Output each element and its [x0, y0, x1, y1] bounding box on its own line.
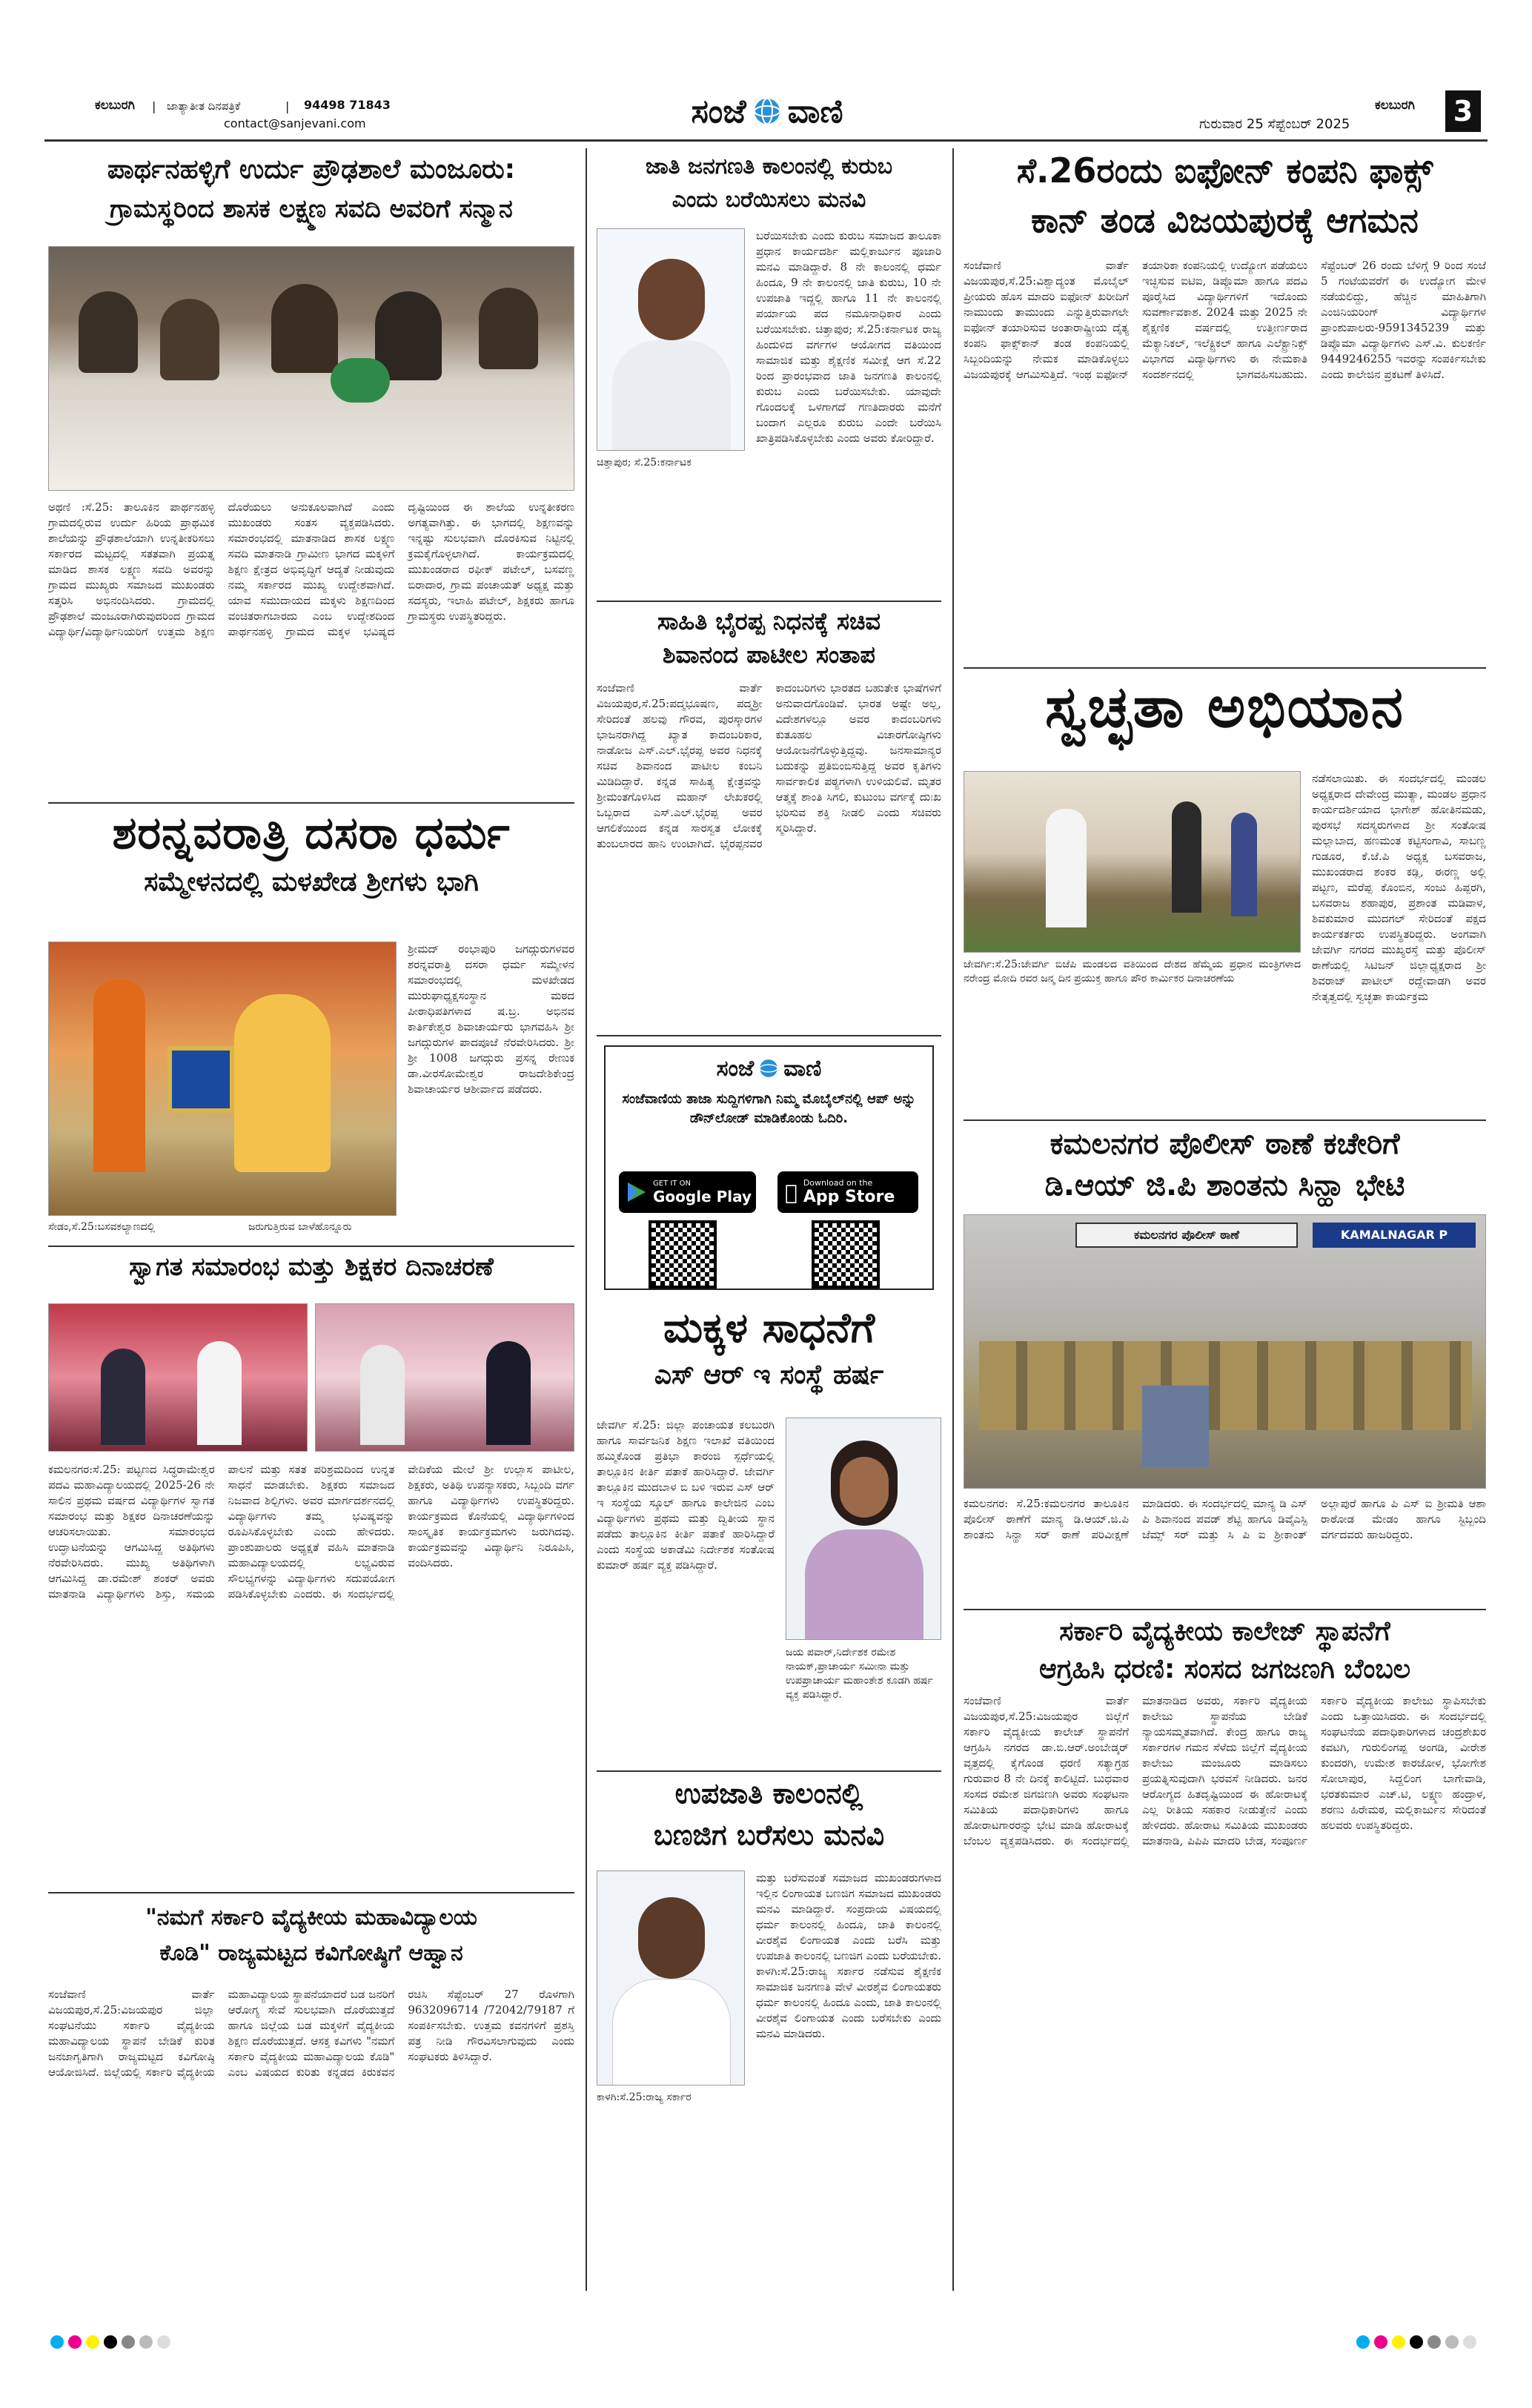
section-rule	[597, 1035, 941, 1036]
headline-line-1: ಕಮಲನಗರ ಪೊಲೀಸ್ ಠಾಣೆ ಕಚೇರಿಗೆ	[1049, 1127, 1400, 1161]
photo-caption-right: ಜರುಗುತ್ತಿರುವ ಬಾಳೆಹೊನ್ನೂರು	[248, 1221, 352, 1233]
masthead-city-left: ಕಲಬುರಗಿ	[95, 98, 135, 113]
headline-line-1: ಮಕ್ಕಳ ಸಾಧನೆಗೆ	[663, 1304, 875, 1352]
app-store-small-text: Download on the	[791, 1178, 860, 1188]
photo-felicitation	[48, 246, 574, 491]
article-body: ಜೇವರ್ಗಿ ಸೆ.25: ಜಿಲ್ಲಾ ಪಂಚಾಯತ ಕಲಬುರಗಿ ಹಾಗೂ ಸಾರ್ವಜನಿಕ ಶಿಕ್ಷಣ ಇಲಾಖೆ ವತಿಯಿಂದ ಹಮ್ಮಿಕೊಂಡ ಪ್ರತಿಭಾ ಕಾರಂಜಿ ಸ್ಪರ್ಧೆಯಲ್ಲಿ ತಾಲ್ಲೂಕಿನ ಕೀರ್ತಿ ಪತಾಕೆ ಹಾರಿಸಿದ್ದಾರೆ. ಜೇವರ್ಗಿ ತಾಲ್ಲೂಕಿನ ಮುದಬಾಳ ಬಿ ಬಳಿ ಇರುವ ಎಸ್ ಆರ್ ಇ ಸಂಸ್ಥೆಯ ಸ್ಕೂಲ್ ಹಾಗೂ ಕಾಲೇಜಿನ ಎಂಬ ವಿದ್ಯಾರ್ಥಿಗಳು ಪ್ರಥಮ ಮತ್ತು ದ್ವಿತೀಯ ಸ್ಥಾನ ಪಡೆದು ತಾಲ್ಲೂಕಿನ ಕೀರ್ತಿ ಪತಾಕೆ ಹಾರಿಸಿದ್ದಾರೆ ಎಂದು ಸಂಸ್ಥೆಯ ಅಕಾಡೆಮಿ ನಿರ್ದೇಶಕ ಸಂತೋಷ ಕುಮಾರ್ ಹರ್ಷ ವ್ಯಕ್ತ ಪಡಿಸಿದ್ದಾರೆ.	[597, 1418, 775, 1572]
photo-cleanliness-drive	[964, 771, 1301, 953]
headline-line-1: ಸಾಹಿತಿ ಭೈರಪ್ಪ ನಿಧನಕ್ಕೆ ಸಚಿವ	[657, 607, 881, 635]
article-sharannavaratri	[48, 808, 574, 1238]
app-store-big-text: App Store	[791, 1188, 883, 1206]
globe-icon	[758, 1058, 779, 1079]
masthead-logo[interactable]	[645, 87, 889, 135]
portrait-kuruba-leader	[597, 228, 745, 451]
headline: ಸ್ವಚ್ಛತಾ ಅಭಿಯಾನ	[1045, 674, 1405, 741]
headline-line-1: "ನಮಗೆ ಸರ್ಕಾರಿ ವೈದ್ಯಕೀಯ ಮಹಾವಿದ್ಯಾಲಯ	[145, 1905, 477, 1931]
qr-code-android[interactable]	[649, 1220, 717, 1289]
article-body: ಸಂಜೆವಾಣಿ ವಾರ್ತೆ ವಿಜಯಪುರ,ಸೆ.25:ಪದ್ಮಭೂಷಣ, ಪದ್ಮಶ್ರೀ ಸೇರಿದಂತೆ ಹಲವು ಗೌರವ, ಪುರಸ್ಕಾರಗಳ ಭಾಜನರಾಗಿದ್ದ ಖ್ಯಾತ ಕಾದಂಬರಿಕಾರ, ನಾಡೋಜ ಎಸ್.ಎಲ್.ಭೈರಪ್ಪ ಅವರ ನಿಧನಕ್ಕೆ ಸಚಿವ ಶಿವಾನಂದ ಪಾಟೀಲ ಕಂಬನಿ ಮಿಡಿದಿದ್ದಾರೆ. ಕನ್ನಡ ಸಾಹಿತ್ಯ ಕ್ಷೇತ್ರವನ್ನು ಶ್ರೀಮಂತಗೊಳಿಸಿದ ಮಹಾನ್ ಲೇಖಕರಲ್ಲಿ ಒಬ್ಬರಾದ ಎಸ್.ಎಲ್.ಭೈರಪ್ಪ ಅವರ ಆಗಲಿಕೆಯಿಂದ ಕನ್ನಡ ಸಾರಸ್ವತ ಲೋಕಕ್ಕೆ ತುಂಬಲಾರದ ಹಾನಿ ಉಂಟಾಗಿದೆ. ಭೈರಪ್ಪನವರ ಕಾದಂಬರಿಗಳು ಭಾರತದ ಬಹುತೇಕ ಭಾಷೆಗಳಿಗೆ ಅನುವಾದಗೊಂಡಿವೆ. ಭಾರತ ಅಷ್ಟೇ ಅಲ್ಲ, ವಿದೇಶಗಳಲ್ಲೂ ಅವರ ಕಾದಂಬರಿಗಳು ಕುತೂಹಲ ವಿಚಾರಗೋಷ್ಠಿಗಳು ಆಯೋಜನೆಗೊಳ್ಳುತ್ತಿದ್ದವು. ಜನಸಾಮಾನ್ಯರ ಬದುಕನ್ನು ಪ್ರತಿಬಿಂಬಿಸುತ್ತಿದ್ದ ಅವರ ಕೃತಿಗಳು ಸಾರ್ವಕಾಲಿಕ ಪಠ್ಯಗಳಾಗಿ ಉಳಿಯಲಿವೆ. ಮೃತರ ಆತ್ಮಕ್ಕೆ ಶಾಂತಿ ಸಿಗಲಿ, ಕುಟುಂಬ ವರ್ಗಕ್ಕೆ ದುಃಖ ಭರಿಸುವ ಶಕ್ತಿ ನೀಡಲಿ ಎಂದು ಸಚಿವರು ಸ್ಮರಿಸಿದ್ದಾರೆ.	[597, 681, 941, 850]
photo-stage-right	[315, 1303, 574, 1452]
article-caste-census-kuruba	[597, 148, 941, 593]
headline-line-1: ಶರನ್ನವರಾತ್ರಿ ದಸರಾ ಧರ್ಮ	[112, 807, 511, 859]
masthead-email[interactable]: contact@sanjevani.com	[224, 116, 366, 130]
section-rule	[48, 1246, 574, 1247]
ad-logo-right: ವಾಣಿ	[783, 1055, 822, 1082]
photo-caption: ಕಾಳಗಿ:ಸೆ.25:ರಾಜ್ಯ ಸರ್ಕಾರ	[597, 2091, 692, 2103]
section-rule	[48, 1892, 574, 1893]
masthead-divider-2: |	[285, 99, 290, 113]
qr-code-ios[interactable]	[812, 1220, 880, 1289]
headline-line-1: ಸೆ.26ರಂದು ಐಫೋನ್ ಕಂಪನಿ ಫಾಕ್ಸ್	[1016, 150, 1433, 191]
photo-swamiji	[48, 942, 397, 1216]
headline-line-1: ಪಾರ್ಥನಹಳ್ಳಿಗೆ ಉರ್ದು ಪ್ರೌಢಶಾಲೆ ಮಂಜೂರು:	[107, 154, 516, 185]
headline-line-2: ಎಸ್ ಆರ್ ಇ ಸಂಸ್ಥೆ ಹರ್ಷ	[654, 1360, 884, 1391]
photo-police-station	[964, 1214, 1486, 1489]
ad-text: ಸಂಜೆವಾಣಿಯ ತಾಜಾ ಸುದ್ದಿಗಳಿಗಾಗಿ ನಿಮ್ಮ ಮೊಬೈಲ್‌ನಲ್ಲಿ ಆಪ್ ಅನ್ನು ಡೌನ್‌ಲೋಡ್ ಮಾಡಿಕೊಂಡು ಓದಿರಿ.	[622, 1091, 916, 1126]
logo-text-left: ಸಂಜೆ	[691, 92, 746, 130]
article-parthanahalli	[48, 148, 574, 793]
section-rule	[597, 601, 941, 602]
station-sign-english: KAMALNAGAR P	[1313, 1223, 1476, 1248]
section-rule	[964, 1609, 1486, 1610]
section-rule	[597, 1770, 941, 1772]
article-body: ಸಂಜೆವಾಣಿ ವಾರ್ತೆ ವಿಜಯಪುರ,ಸೆ.25:ವಿಜಯಪುರ ಜಿಲ್ಲೆಗೆ ಸರ್ಕಾರಿ ವೈದ್ಯಕೀಯ ಕಾಲೇಜ್ ಸ್ಥಾಪನೆಗೆ ಆಗ್ರಹಿಸಿ ನಗರದ ಡಾ.ಬಿ.ಆರ್.ಅಂಬೇಡ್ಕರ್ ವೃತ್ತದಲ್ಲಿ ಕೈಗೊಂಡ ಧರಣಿ ಸತ್ಯಾಗ್ರಹ ಗುರುವಾರ 8 ನೇ ದಿನಕ್ಕೆ ಕಾಲಿಟ್ಟಿದೆ. ಬುಧವಾರ ಸಂಸದ ರಮೇಶ ಜಿಗಜಿಣಗಿ ಅವರು ಸಂಘಟನಾ ಸಮಿತಿಯ ಪದಾಧಿಕಾರಿಗಳು ಹಾಗೂ ಹೋರಾಟಗಾರರನ್ನು ಭೇಟಿ ಮಾಡಿ ಹೋರಾಟಕ್ಕೆ ಬೆಂಬಲ ವ್ಯಕ್ತಪಡಿಸಿದರು. ಈ ಸಂದರ್ಭದಲ್ಲಿ ಮಾತನಾಡಿದ ಅವರು, ಸರ್ಕಾರಿ ವೈದ್ಯಕೀಯ ಕಾಲೇಜು ಸ್ಥಾಪನೆಯ ಬೇಡಿಕೆ ನ್ಯಾಯಸಮ್ಮತವಾಗಿದೆ. ಕೇಂದ್ರ ಹಾಗೂ ರಾಜ್ಯ ಸರ್ಕಾರಗಳ ಗಮನ ಸೆಳೆದು ಜಿಲ್ಲೆಗೆ ವೈದ್ಯಕೀಯ ಕಾಲೇಜು ಮಂಜೂರು ಮಾಡಿಸಲು ಪ್ರಯತ್ನಿಸುವುದಾಗಿ ಭರವಸೆ ನೀಡಿದರು. ಜನರ ಆರೋಗ್ಯದ ಹಿತದೃಷ್ಟಿಯಿಂದ ಈ ಹೋರಾಟಕ್ಕೆ ಎಲ್ಲ ರೀತಿಯ ಸಹಕಾರ ನೀಡುತ್ತೇನೆ ಎಂದು ಹೇಳಿದರು. ಹೋರಾಟ ಸಮಿತಿಯ ಮುಖಂಡರು ಮಾತನಾಡಿ, ಪಿಪಿಪಿ ಮಾದರಿ ಬೇಡ, ಸಂಪೂರ್ಣ ಸರ್ಕಾರಿ ವೈದ್ಯಕೀಯ ಕಾಲೇಜು ಸ್ಥಾಪಿಸಬೇಕು ಎಂದು ಒತ್ತಾಯಿಸಿದರು. ಈ ಸಂದರ್ಭದಲ್ಲಿ ಸಂಘಟನೆಯ ಪದಾಧಿಕಾರಿಗಳಾದ ಚಂದ್ರಶೇಖರ ಕವಟಗಿ, ಗುರುಲಿಂಗಪ್ಪ ಅಂಗಡಿ, ವೀರೇಶ ಕುಂದರಗಿ, ಉಮೇಶ ಕಾರಜೋಳ, ಭೋಗೇಶ ಸೋಲಾಪುರ, ಸಿದ್ದಲಿಂಗ ಬಾಗೇವಾಡಿ, ಭರತಕುಮಾರ ಎಚ್.ಟಿ, ಲಕ್ಷ್ಮಣ ಹಂದ್ರಾಳ, ಶರಣು ಹಿರೇಮಠ, ಮಲ್ಲಿಕಾರ್ಜುನ ಸೇರಿದಂತೆ ಹಲವರು ಉಪಸ್ಥಿತರಿದ್ದರು.	[964, 1694, 1486, 1848]
app-store-badge[interactable]	[777, 1171, 918, 1213]
color-registration-right	[1356, 2335, 1476, 2349]
article-body: ಬರೆಯಿಸಬೇಕು ಎಂದು ಕುರುಬ ಸಮಾಜದ ತಾಲೂಕಾ ಪ್ರಧಾನ ಕಾರ್ಯದರ್ಶಿ ಮಲ್ಲಿಕಾರ್ಜುನ ಪೂಜಾರಿ ಮನವಿ ಮಾಡಿದ್ದಾರೆ. 8 ನೇ ಕಾಲಂನಲ್ಲಿ ಧರ್ಮ ಹಿಂದೂ, 9 ನೇ ಕಾಲಂನಲ್ಲಿ ಜಾತಿ ಕುರುಬ, 10 ನೇ ಉಪಜಾತಿ ಇದ್ದಲ್ಲಿ ಹಾಗೂ 11 ನೇ ಕಾಲಂನಲ್ಲಿ ಪರ್ಯಾಯ ಪದ ನಮೂನಾಧಿಕಾರ ಎಂದು ಬರೆಯಿಸಬೇಕು. ಚಿತ್ತಾಪುರ; ಸೆ.25:ಕರ್ನಾಟಕ ರಾಜ್ಯ ಹಿಂದುಳಿದ ವರ್ಗಗಳ ಆಯೋಗದ ವತಿಯಿಂದ ಸಾಮಾಜಿಕ ಮತ್ತು ಶೈಕ್ಷಣಿಕ ಸಮೀಕ್ಷೆ ಆಗ ಸೆ.22 ರಿಂದ ಪ್ರಾರಂಭವಾದ ಜಾತಿ ಜನಗಣತಿ ಕಾಲಂನಲ್ಲಿ ಕುರುಬ ಎಂದು ಬರೆಯಿಸಬೇಕು. ಯಾವುದೇ ಗೊಂದಲಕ್ಕೆ ಒಳಗಾಗದೆ ಗಣತಿದಾರರು ಮನೆಗೆ ಬಂದಾಗ ಎಲ್ಲರೂ ಕುರುಬ ಎಂದೇ ಬರೆಯಿಸಿ ಖಾತ್ರಿಪಡಿಸಿಕೊಳ್ಳಬೇಕು ಎಂದು ಅವರು ಕೋರಿದ್ದಾರೆ.	[756, 229, 941, 445]
play-store-icon	[626, 1181, 647, 1203]
article-body: ಸಂಜೆವಾಣಿ ವಾರ್ತೆ ವಿಜಯಪುರ,ಸೆ.25:ವಿಶ್ವಾದ್ಯಂತ ಮೊಬೈಲ್ ಪ್ರೀಯರು ಹೊಸ ಮಾದರಿ ಐಫೋನ್ ಖರೀದಿಗೆ ನಾಮುಂದು ತಾಮುಂದು ಎನ್ನುತ್ತಿರುವಾಗಲೇ ಐಫೋನ್ ತಯಾರಿಸುವ ಅಂತಾರಾಷ್ಟ್ರೀಯ ದೈತ್ಯ ಕಂಪನಿ ಫಾಕ್ಸ್‌ಕಾನ್ ತಂಡ ಕಂಪನಿಯಲ್ಲಿ ಸಿಬ್ಬಂದಿಯನ್ನು ನೇಮಕ ಮಾಡಿಕೊಳ್ಳಲು ವಿಜಯಪುರಕ್ಕೆ ಆಗಮಿಸುತ್ತಿದೆ. ಇಂಥ ಐಫೋನ್ ತಯಾರಿಕಾ ಕಂಪನಿಯಲ್ಲಿ ಉದ್ಯೋಗ ಪಡೆಯಲು ಇಚ್ಛಿಸುವ ಐಟಿಐ, ಡಿಪ್ಲೊಮಾ ಹಾಗೂ ಪದವಿ ಪೂರೈಸಿದ ವಿದ್ಯಾರ್ಥಿಗಳಿಗೆ ಇದೊಂದು ಸುವರ್ಣಾವಕಾಶ. 2024 ಮತ್ತು 2025 ನೇ ಶೈಕ್ಷಣಿಕ ವರ್ಷದಲ್ಲಿ ಉತ್ತೀರ್ಣರಾದ ಮೆಕ್ಯಾನಿಕಲ್, ಇಲೆಕ್ಟ್ರಿಕಲ್ ಹಾಗೂ ಎಲೆಕ್ಟ್ರಾನಿಕ್ಸ್ ವಿಭಾಗದ ವಿದ್ಯಾರ್ಥಿಗಳು ಈ ನೇಮಕಾತಿ ಸಂದರ್ಶನದಲ್ಲಿ ಭಾಗವಹಿಸಬಹುದು. ಸೆಪ್ಟೆಂಬರ್ 26 ರಂದು ಬೆಳಿಗ್ಗೆ 9 ರಿಂದ ಸಂಜೆ 5 ಗಂಟೆಯವರೆಗೆ ಈ ಉದ್ಯೋಗ ಮೇಳ ನಡೆಯಲಿದ್ದು, ಹೆಚ್ಚಿನ ಮಾಹಿತಿಗಾಗಿ ಎಂಜಿನಿಯರಿಂಗ್ ವಿದ್ಯಾರ್ಥಿಗಳ ಪ್ರಾಂಶುಪಾಲರು-9591345239 ಮತ್ತು ಡಿಪ್ಲೊಮಾ ವಿದ್ಯಾರ್ಥಿಗಳು ಎಸ್.ವಿ. ಕುಲಕರ್ಣಿ 9449246255 ಇವರನ್ನು ಸಂಪರ್ಕಿಸಬೇಕು ಎಂದು ಕಾಲೇಜಿನ ಪ್ರಕಟಣೆ ತಿಳಿಸಿದೆ.	[964, 259, 1486, 381]
headline-line-2: ಎಂದು ಬರೆಯಿಸಲು ಮನವಿ	[672, 186, 866, 213]
headline-line-2: ಡಿ.ಆಯ್ ಜಿ.ಪಿ ಶಾಂತನು ಸಿನ್ಹಾ ಭೇಟಿ	[1044, 1168, 1405, 1203]
article-swagata	[48, 1253, 574, 2209]
article-body: ಶ್ರೀಮದ್ ರಂಭಾಪುರಿ ಜಗದ್ಗುರುಗಳವರ ಶರನ್ನವರಾತ್ರಿ ದಸರಾ ಧರ್ಮ ಸಮ್ಮೇಳನ ಸಮಾರಂಭದಲ್ಲಿ ಮಳಖೇಡದ ಮುರುಘಾಧ್ಯಕ್ಷಸಂಸ್ಥಾನ ಮಠದ ಪೀಠಾಧಿಪತಿಗಳಾದ ಷ.ಬ್ರ. ಅಭಿನವ ಕಾರ್ತಿಕೇಶ್ವರ ಶಿವಾಚಾರ್ಯರು ಭಾಗವಹಿಸಿ ಶ್ರೀ ಜಗದ್ಗುರುಗಳ ಪಾದಪೂಜೆ ನೆರವೇರಿಸಿದರು. ಶ್ರೀ ಶ್ರೀ 1008 ಜಗದ್ಗುರು ಪ್ರಸನ್ನ ರೇಣುಕ ಡಾ.ವೀರಸೋಮೇಶ್ವರ ರಾಜದೇಶಿಕೇಂದ್ರ ಶಿವಾಚಾರ್ಯರ ಆಶೀರ್ವಾದ ಪಡೆದರು.	[408, 942, 574, 1096]
headline-line-2: ಕೊಡಿ" ರಾಜ್ಯಮಟ್ಟದ ಕವಿಗೋಷ್ಠಿಗೆ ಆಹ್ವಾನ	[159, 1940, 463, 1966]
photo-caption-left: ಸೇಡಂ,ಸೆ.25:ಬಸವಕಲ್ಯಾಣದಲ್ಲಿ	[48, 1221, 156, 1233]
google-play-big-text: Google Play	[653, 1187, 752, 1205]
article-body: ಕಮಲನಗರ:ಸೆ.25: ಪಟ್ಟಣದ ಸಿದ್ಧರಾಮೇಶ್ವರ ಪದವಿ ಮಹಾವಿದ್ಯಾಲಯದಲ್ಲಿ 2025-26 ನೇ ಸಾಲಿನ ಪ್ರಥಮ ವರ್ಷದ ವಿದ್ಯಾರ್ಥಿಗಳ ಸ್ವಾಗತ ಸಮಾರಂಭ ಮತ್ತು ಶಿಕ್ಷಕರ ದಿನಾಚರಣೆಯನ್ನು ಆಚರಿಸಲಾಯಿತು. ಸಮಾರಂಭದ ಉದ್ಘಾಟನೆಯನ್ನು ಆಗಮಿಸಿದ್ದ ಅತಿಥಿಗಳು ನೆರವೇರಿಸಿದರು. ಮುಖ್ಯ ಅತಿಥಿಗಳಾಗಿ ಆಗಮಿಸಿದ್ದ ಡಾ.ರಮೇಶ್ ಶಂಕರ್ ಅವರು ಮಾತನಾಡಿ ವಿದ್ಯಾರ್ಥಿಗಳು ಶಿಸ್ತು, ಸಮಯ ಪಾಲನೆ ಮತ್ತು ಸತತ ಪರಿಶ್ರಮದಿಂದ ಉನ್ನತ ಸಾಧನೆ ಮಾಡಬೇಕು. ಶಿಕ್ಷಕರು ಸಮಾಜದ ನಿಜವಾದ ಶಿಲ್ಪಿಗಳು. ಅವರ ಮಾರ್ಗದರ್ಶನದಲ್ಲಿ ವಿದ್ಯಾರ್ಥಿಗಳು ತಮ್ಮ ಭವಿಷ್ಯವನ್ನು ರೂಪಿಸಿಕೊಳ್ಳಬೇಕು ಎಂದು ಹೇಳಿದರು. ಪ್ರಾಂಶುಪಾಲರು ಅಧ್ಯಕ್ಷತೆ ವಹಿಸಿ ಮಾತನಾಡಿ ಮಹಾವಿದ್ಯಾಲಯದಲ್ಲಿ ಲಭ್ಯವಿರುವ ಸೌಲಭ್ಯಗಳನ್ನು ವಿದ್ಯಾರ್ಥಿಗಳು ಸದುಪಯೋಗ ಪಡಿಸಿಕೊಳ್ಳಬೇಕು ಎಂದರು. ಈ ಸಂದರ್ಭದಲ್ಲಿ ವೇದಿಕೆಯ ಮೇಲೆ ಶ್ರೀ ಉಲ್ಲಾಸ ಪಾಟೀಲ, ಶಿಕ್ಷಕರು, ಅತಿಥಿ ಉಪನ್ಯಾಸಕರು, ಸಿಬ್ಬಂದಿ ವರ್ಗ ಹಾಗೂ ವಿದ್ಯಾರ್ಥಿಗಳು ಉಪಸ್ಥಿತರಿದ್ದರು. ಕಾರ್ಯಕ್ರಮದ ಕೊನೆಯಲ್ಲಿ ವಿದ್ಯಾರ್ಥಿಗಳಿಂದ ಸಾಂಸ್ಕೃತಿಕ ಕಾರ್ಯಕ್ರಮಗಳು ಜರುಗಿದವು. ಕಾರ್ಯಕ್ರಮವನ್ನು ವಿದ್ಯಾರ್ಥಿನಿ ನಿರೂಪಿಸಿ, ವಂದಿಸಿದರು.	[48, 1463, 574, 1601]
photo-stage-left	[48, 1303, 308, 1452]
headline-line-1: ಸರ್ಕಾರಿ ವೈದ್ಯಕೀಯ ಕಾಲೇಜ್ ಸ್ಥಾಪನೆಗೆ	[1059, 1616, 1390, 1647]
masthead-tagline: ಜಾತ್ಯಾತೀತ ದಿನಪತ್ರಿಕೆ	[167, 99, 241, 113]
article-upajati	[597, 1778, 941, 2237]
ad-logo	[606, 1047, 932, 1090]
article-foxconn	[964, 148, 1486, 660]
photo-caption: ಜೇವರ್ಗಿ:ಸೆ.25:ಜೇವರ್ಗಿ ಬಿಜೆಪಿ ಮಂಡಲದ ವತಿಯಿಂದ ದೇಶದ ಹೆಮ್ಮೆಯ ಪ್ರಧಾನ ಮಂತ್ರಿಗಳಾದ ನರೇಂದ್ರ ಮೋದಿ ರವರ ಜನ್ಮ ದಿನ ಪ್ರಯುಕ್ತ ಹಾಗೂ ಪೌರ ಕಾರ್ಮಿಕರ ದಿನಾಚರಣೆಯ	[964, 959, 1301, 985]
article-bhyrappa	[597, 608, 941, 1031]
globe-icon	[752, 96, 782, 126]
color-registration-left	[50, 2335, 170, 2349]
section-rule	[964, 667, 1486, 669]
app-download-ad[interactable]	[604, 1045, 934, 1290]
photo-caption: ಚಿತ್ತಾಪುರ; ಸೆ.25:ಕರ್ನಾಟಕ	[597, 457, 692, 469]
portrait-banajiga-leader	[597, 1870, 745, 2086]
masthead-date: ಗುರುವಾರ 25 ಸೆಪ್ಟೆಂಬರ್ 2025	[1199, 116, 1350, 132]
article-swachhata	[964, 675, 1486, 1119]
headline-line-2: ಕಾನ್ ತಂಡ ವಿಜಯಪುರಕ್ಕೆ ಆಗಮನ	[1031, 199, 1419, 240]
masthead-rule	[44, 139, 1488, 142]
article-body: ಮತ್ತು ಬರೆಸುವಂತೆ ಸಮಾಜದ ಮುಖಂಡರುಗಳಾದ ಇಲ್ಲಿನ ಲಿಂಗಾಯತ ಬಣಜಿಗ ಸಮಾಜದ ಮುಖಂಡರು ಮನವಿ ಮಾಡಿದ್ದಾರೆ. ಸಂಪ್ರದಾಯ ವಿಷಯದಲ್ಲಿ ಧರ್ಮ ಕಾಲಂನಲ್ಲಿ ಹಿಂದೂ, ಜಾತಿ ಕಾಲಂನಲ್ಲಿ ವೀರಶೈವ ಲಿಂಗಾಯತ ಎಂದು ಬರೆಸಿ ಮತ್ತು ಉಪಜಾತಿ ಕಾಲಂನಲ್ಲಿ ಬಣಜಿಗ ಎಂದು ಬರೆಯಬೇಕು. ಕಾಳಗಿ:ಸೆ.25:ರಾಜ್ಯ ಸರ್ಕಾರ ನಡೆಸುವ ಶೈಕ್ಷಣಿಕ ಸಾಮಾಜಿಕ ಜನಗಣತಿ ವೇಳೆ ವೀರಶೈವ ಲಿಂಗಾಯತರು ಧರ್ಮ ಕಾಲಂನಲ್ಲಿ ಹಿಂದೂ ಎಂದು, ಜಾತಿ ಕಾಲಂನಲ್ಲಿ ವೀರಶೈವ ಲಿಂಗಾಯತ ಎಂದು ಬರೆಸಬೇಕು ಎಂದು ಮನವಿ ಮಾಡಿದರು.	[756, 1871, 941, 2040]
article-kamalanagar-police	[964, 1127, 1486, 1601]
article-body: ಕಮಲನಗರ: ಸೆ.25:ಕಮಲನಗರ ತಾಲೂಕಿನ ಪೊಲೀಸ್ ಠಾಣೆಗೆ ಮಾನ್ಯ ಡಿ.ಆಯ್.ಜಿ.ಪಿ ಶಾಂತನು ಸಿನ್ಹಾ ಸರ್ ಠಾಣೆ ಪರಿವೀಕ್ಷಣೆ ಮಾಡಿದರು. ಈ ಸಂದರ್ಭದಲ್ಲಿ ಮಾನ್ಯ ಡಿ ಎಸ್ ಪಿ ಶಿವಾನಂದ ಪವಡ್ ಶೆಟ್ಟಿ ಹಾಗೂ ಡಿವೈಎಸ್ಪಿ ಜೆಮ್ಸ್ ಸರ್ ಮತ್ತು ಸಿ ಪಿ ಐ ಶ್ರೀಕಾಂತ್ ಅಲ್ಲಾಪುರೆ ಹಾಗೂ ಪಿ ಎಸ್ ಐ ಶ್ರೀಮತಿ ಆಶಾ ರಾಠೋಡ ಮೇಡಂ ಹಾಗೂ ಸ್ಟಿಬ್ಬಂದಿ ವರ್ಗದವರು ಹಾಜರಿದ್ದರು.	[964, 1497, 1486, 1541]
headline-line-1: ಜಾತಿ ಜನಗಣತಿ ಕಾಲಂನಲ್ಲಿ ಕುರುಬ	[645, 153, 893, 179]
headline-line-2: ಗ್ರಾಮಸ್ಥರಿಂದ ಶಾಸಕ ಲಕ್ಷ್ಮಣ ಸವದಿ ಅವರಿಗೆ ಸನ್ಮಾನ	[110, 194, 513, 225]
masthead-divider: |	[152, 99, 156, 113]
apple-icon	[785, 1180, 797, 1205]
article-medical-college-protest	[964, 1616, 1486, 2283]
headline-line-2: ಸಮ್ಮೇಳನದಲ್ಲಿ ಮಳಖೇಡ ಶ್ರೀಗಳು ಭಾಗಿ	[144, 867, 479, 897]
portrait-student	[786, 1418, 941, 1640]
column-rule-1	[586, 148, 587, 2291]
article-body: ಅಥಣಿ :ಸೆ.25: ತಾಲೂಕಿನ ಪಾರ್ಥನಹಳ್ಳಿ ಗ್ರಾಮದಲ್ಲಿರುವ ಉರ್ದು ಹಿರಿಯ ಪ್ರಾಥಮಿಕ ಶಾಲೆಯನ್ನು ಪ್ರೌಢಶಾಲೆಯಾಗಿ ಉನ್ನತೀಕರಿಸಲು ಸರ್ಕಾರದ ಮಟ್ಟದಲ್ಲಿ ಸತತವಾಗಿ ಪ್ರಯತ್ನ ಮಾಡಿದ ಶಾಸಕ ಲಕ್ಷ್ಮಣ ಸವದಿ ಅವರನ್ನು ಗ್ರಾಮದ ಮುಖ್ಯರು ಸಮಾಜದ ಮುಖಂಡರು ಸತ್ಕರಿಸಿ ಅಭಿನಂದಿಸಿದರು. ಗ್ರಾಮದಲ್ಲಿ ಪ್ರೌಢಶಾಲೆ ಮಂಜೂರಾಗಿರುವುದರಿಂದ ಗ್ರಾಮದ ವಿದ್ಯಾರ್ಥಿ/ವಿದ್ಯಾರ್ಥಿನಿಯರಿಗೆ ಉತ್ತಮ ಶಿಕ್ಷಣ ದೊರೆಯಲು ಅನುಕೂಲವಾಗಿದೆ ಎಂದು ಮುಖಂಡರು ಸಂತಸ ವ್ಯಕ್ತಪಡಿಸಿದರು. ಸಮಾರಂಭದಲ್ಲಿ ಮಾತನಾಡಿದ ಶಾಸಕ ಲಕ್ಷ್ಮಣ ಸವದಿ ಮಾತನಾಡಿ ಗ್ರಾಮೀಣ ಭಾಗದ ಮಕ್ಕಳಿಗೆ ಶಿಕ್ಷಣ ಕ್ಷೇತ್ರದ ಅಭಿವೃದ್ಧಿಗೆ ಆದ್ಯತೆ ನೀಡುವುದು ನಮ್ಮ ಸರ್ಕಾರದ ಮುಖ್ಯ ಉದ್ದೇಶವಾಗಿದೆ. ಯಾವ ಸಮುದಾಯದ ಮಕ್ಕಳು ಶಿಕ್ಷಣದಿಂದ ವಂಚಿತರಾಗಬಾರದು ಎಂಬ ಉದ್ದೇಶದಿಂದ ಪಾರ್ಥನಹಳ್ಳಿ ಗ್ರಾಮದ ಮಕ್ಕಳ ಭವಿಷ್ಯದ ದೃಷ್ಟಿಯಿಂದ ಈ ಶಾಲೆಯ ಉನ್ನತೀಕರಣ ಅಗತ್ಯವಾಗಿತ್ತು. ಈ ಭಾಗದಲ್ಲಿ ಶಿಕ್ಷಣವನ್ನು ಇನ್ನಷ್ಟು ಸುಲಭವಾಗಿ ದೊರಕಿಸುವ ನಿಟ್ಟಿನಲ್ಲಿ ಕ್ರಮಕೈಗೊಳ್ಳಲಾಗಿದೆ. ಕಾರ್ಯಕ್ರಮದಲ್ಲಿ ಮುಖಂಡರಾದ ರಫೀಕ್ ಪಟೇಲ್, ಬಸವಣ್ಣ ಬಿರಾದಾರ, ಗ್ರಾಮ ಪಂಚಾಯತ್ ಅಧ್ಯಕ್ಷ ಮತ್ತು ಸದಸ್ಯರು, ಇಲಾಹಿ ಪಟೇಲ್, ಶಿಕ್ಷಕರು ಹಾಗೂ ಗ್ರಾಮಸ್ಥರು ಉಪಸ್ಥಿತರಿದ್ದರು.	[48, 500, 574, 638]
headline-line-2: ಶಿವಾನಂದ ಪಾಟೀಲ ಸಂತಾಪ	[663, 640, 875, 669]
google-play-badge[interactable]	[619, 1171, 756, 1213]
article-sr-school	[597, 1305, 941, 1764]
masthead	[0, 0, 1532, 141]
article-body-kavigoshti: ಸಂಜೆವಾಣಿ ವಾರ್ತೆ ವಿಜಯಪುರ,ಸೆ.25:ವಿಜಯಪುರ ಜಿಲ್ಲಾ ಸಂಘಟನೆಯು ಸರ್ಕಾರಿ ವೈದ್ಯಕೀಯ ಮಹಾವಿದ್ಯಾಲಯ ಸ್ಥಾಪನೆ ಬೇಡಿಕೆ ಕುರಿತ ಜನಜಾಗೃತಿಗಾಗಿ ರಾಜ್ಯಮಟ್ಟದ ಕವಿಗೋಷ್ಠಿ ಆಯೋಜಿಸಿದೆ. ಜಿಲ್ಲೆಯಲ್ಲಿ ಸರ್ಕಾರಿ ವೈದ್ಯಕೀಯ ಮಹಾವಿದ್ಯಾಲಯ ಸ್ಥಾಪನೆಯಾದರೆ ಬಡ ಜನರಿಗೆ ಆರೋಗ್ಯ ಸೇವೆ ಸುಲಭವಾಗಿ ದೊರೆಯುತ್ತದೆ ಹಾಗೂ ಜಿಲ್ಲೆಯ ಬಡ ಮಕ್ಕಳಿಗೆ ವೈದ್ಯಕೀಯ ಶಿಕ್ಷಣ ದೊರೆಯುತ್ತದೆ. ಆಸಕ್ತ ಕವಿಗಳು "ನಮಗೆ ಸರ್ಕಾರಿ ವೈದ್ಯಕೀಯ ಮಹಾವಿದ್ಯಾಲಯ ಕೊಡಿ" ಎಂಬ ವಿಷಯದ ಕುರಿತು ಕನ್ನಡದ ಕಿರುಕವನ ರಚಿಸಿ ಸೆಪ್ಟೆಂಬರ್ 27 ರೊಳಗಾಗಿ 9632096714 /72042/79187 ಗೆ ಸಂಪರ್ಕಿಸಬೇಕು. ಉತ್ತಮ ಕವನಗಳಿಗೆ ಪ್ರಶಸ್ತಿ ಪತ್ರ ನೀಡಿ ಗೌರವಿಸಲಾಗುವುದು ಎಂದು ಸಂಘಟಕರು ತಿಳಿಸಿದ್ದಾರೆ.	[48, 1988, 574, 2079]
headline-line-2: ಆಗ್ರಹಿಸಿ ಧರಣಿ: ಸಂಸದ ಜಗಜಣಗಿ ಬೆಂಬಲ	[1038, 1654, 1411, 1685]
google-play-small-text: GET IT ON	[653, 1179, 691, 1188]
logo-text-right: ವಾಣಿ	[787, 92, 843, 130]
headline-line-1: ಉಪಜಾತಿ ಕಾಲಂನಲ್ಲಿ	[674, 1777, 863, 1810]
station-sign: ಕಮಲನಗರ ಪೊಲೀಸ್ ಠಾಣೆ	[1075, 1223, 1298, 1248]
page-number: 3	[1445, 90, 1481, 132]
masthead-city-right: ಕಲಬುರಗಿ	[1375, 98, 1415, 113]
ad-logo-left: ಸಂಜೆ	[716, 1055, 755, 1082]
article-body: ನಡೆಸಲಾಯಿತು. ಈ ಸಂದರ್ಭದಲ್ಲಿ ಮಂಡಲ ಅಧ್ಯಕ್ಷರಾದ ದೇವೇಂದ್ರ ಮುತ್ಯಾ, ಮಂಡಲ ಪ್ರಧಾನ ಕಾರ್ಯದರ್ಶಿಯಾದ ಭಾಗೇಶ್ ಹೋತಿನಮಡು, ಪುರಸಭೆ ಸದಸ್ಯರುಗಳಾದ ಶ್ರೀ ಸಂತೋಷ ಮಲ್ಲಾಬಾದ, ಹಣಮಂತ ಕಟ್ಟಿಸಂಗಾವಿ, ಸಾಬಣ್ಣ ಗುಡೂರ, ಕೆ.ಜೆ.ಪಿ ಅಧ್ಯಕ್ಷ ಬಸವರಾಜ, ಮುಖಂಡರಾದ ಶಂಕರ ಕಡ್ಲಿ, ಈರಣ್ಣ ಅಲ್ಲಿ ಪಟ್ಟಣ, ಮರೆಪ್ಪ ಕೊಂಬಿನ, ಸಂಜು ಹಿಪ್ಪರಗಿ, ಬಸವರಾಜ ಶಹಾಪುರ, ಪ್ರಶಾಂತ ಮಡಿವಾಳ, ಶಿವಕುಮಾರ ಮುದಗಲ್ ಸೇರಿದಂತೆ ಪಕ್ಷದ ಕಾರ್ಯಕರ್ತರು ಉಪಸ್ಥಿತರಿದ್ದರು. ಅಂಗವಾಗಿ ಜೇವರ್ಗಿ ನಗರದ ಮುಖ್ಯರಸ್ತೆ ಮತ್ತು ಪೊಲೀಸ್ ಠಾಣೆಯಲ್ಲಿ ಸಿಟಿಜನ್ ಜಿಲ್ಲಾಧ್ಯಕ್ಷರಾದ ಶ್ರೀ ಶಿವರಾಜ್ ಪಾಟೀಲ್ ರದ್ದೇವಾಡಗಿ ಅವರ ನೇತೃತ್ವದಲ್ಲಿ ಸ್ವಚ್ಛತಾ ಕಾರ್ಯಕ್ರಮ	[1312, 772, 1486, 1003]
photo-caption: ಜಯ ಪವಾರ್,ನಿರ್ದೇಶಕ ರಮೇಶ ನಾಯಕ್,ಪ್ರಾಚಾರ್ಯ ಸಮೀನಾ ಮತ್ತು ಉಪಪ್ರಾಚಾರ್ಯ ಮಹಾಂತೇಶ ಕೂಡಗಿ ಹರ್ಷ ವ್ಯಕ್ತ ಪಡಿಸಿದ್ದಾರೆ.	[786, 1647, 933, 1701]
column-rule-2	[952, 148, 954, 2291]
section-rule	[48, 802, 574, 804]
section-rule	[964, 1119, 1486, 1121]
headline: ಸ್ವಾಗತ ಸಮಾರಂಭ ಮತ್ತು ಶಿಕ್ಷಕರ ದಿನಾಚರಣೆ	[129, 1252, 494, 1282]
masthead-phone: 94498 71843	[304, 98, 391, 112]
headline-line-2: ಬಣಜಿಗ ಬರೆಸಲು ಮನವಿ	[653, 1818, 885, 1851]
